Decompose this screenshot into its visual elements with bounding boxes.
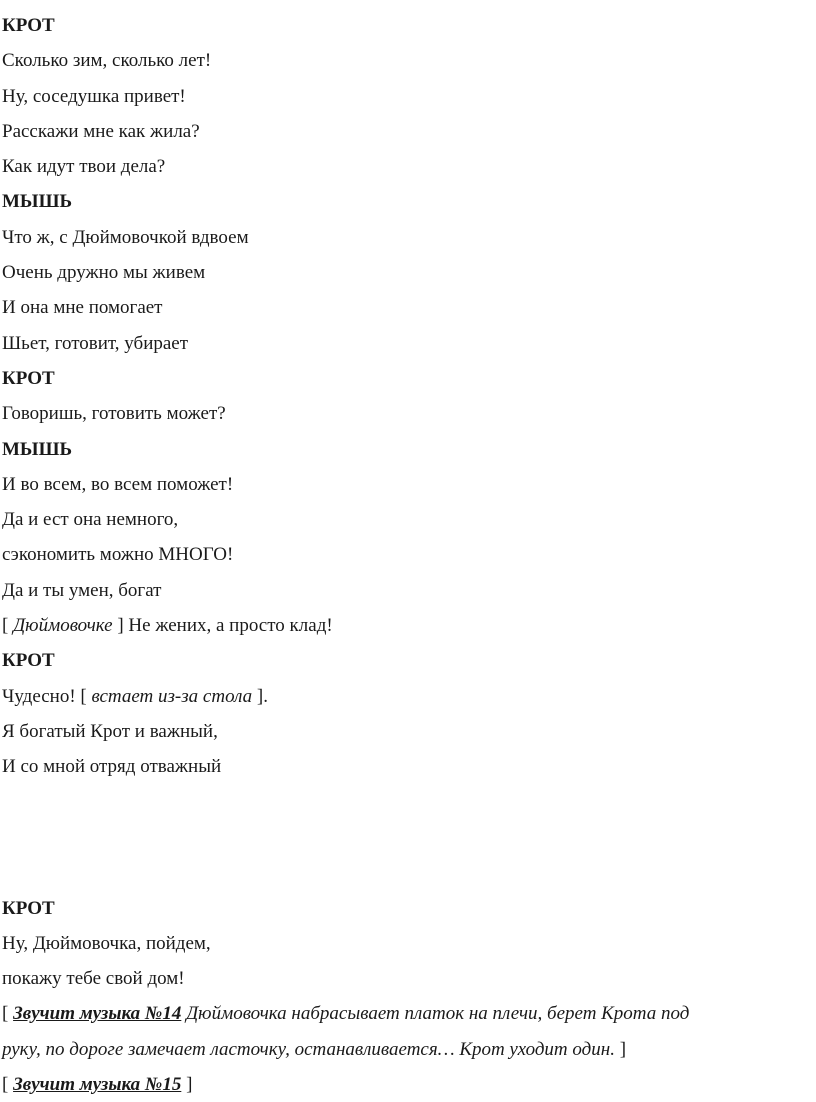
- page-gap: [2, 785, 812, 891]
- bracket-open: [: [2, 1074, 14, 1096]
- speaker-name: МЫШЬ: [2, 438, 73, 460]
- bracket-close: ]: [614, 1038, 627, 1060]
- stage-direction: руку, по дороге замечает ласточку, останавливается… Крот уходит один.: [2, 1038, 615, 1060]
- bracket-open: [: [2, 1003, 14, 1025]
- verse-line: Очень дружно мы живем: [2, 262, 206, 284]
- verse-line: Я богатый Крот и важный,: [2, 720, 218, 742]
- speaker-name: КРОТ: [2, 367, 55, 389]
- stage-direction: Дюймовочке: [13, 615, 113, 637]
- script-page: [2, 8, 812, 1102]
- verse-line: Ну, Дюймовочка, пойдем,: [2, 932, 211, 954]
- verse-line: Что ж, с Дюймовочкой вдвоем: [2, 226, 249, 248]
- speaker-name: МЫШЬ: [2, 191, 73, 213]
- speaker-name: КРОТ: [2, 897, 55, 919]
- bracket-open: [: [2, 615, 14, 637]
- verse-line: И во всем, во всем поможет!: [2, 473, 234, 495]
- verse-text: Чудесно! [: [2, 685, 92, 707]
- stage-direction-line: [2, 996, 812, 1031]
- verse-line-with-direction: [2, 608, 812, 643]
- stage-direction: Дюймовочка набрасывает платок на плечи, берет Крота под: [181, 1003, 690, 1025]
- verse-line: Шьет, готовит, убирает: [2, 332, 189, 354]
- verse-line: Говоришь, готовить может?: [2, 403, 226, 425]
- verse-line: И со мной отряд отважный: [2, 756, 222, 778]
- music-cue: Звучит музыка №14: [13, 1003, 182, 1025]
- bracket-close: ].: [252, 685, 268, 707]
- verse-line: покажу тебе свой дом!: [2, 968, 185, 990]
- verse-line: Да и ты умен, богат: [2, 579, 162, 601]
- verse-line: Ну, соседушка привет!: [2, 85, 186, 107]
- verse-line: Расскажи мне как жила?: [2, 120, 200, 142]
- verse-line: И она мне помогает: [2, 297, 163, 319]
- speaker-name: КРОТ: [2, 650, 55, 672]
- stage-direction-line: [2, 1067, 812, 1102]
- stage-direction: встает из-за стола: [91, 685, 253, 707]
- stage-direction-line: [2, 1032, 812, 1067]
- verse-line: Как идут твои дела?: [2, 156, 166, 178]
- verse-line-with-direction: [2, 679, 812, 714]
- verse-line: сэкономить можно МНОГО!: [2, 544, 234, 566]
- music-cue: Звучит музыка №15: [13, 1074, 182, 1096]
- verse-line: Сколько зим, сколько лет!: [2, 50, 212, 72]
- verse-line: Да и ест она немного,: [2, 509, 179, 531]
- speaker-name: КРОТ: [2, 15, 55, 36]
- verse-text: ] Не жених, а просто клад!: [112, 615, 333, 637]
- bracket-close: ]: [181, 1074, 193, 1096]
